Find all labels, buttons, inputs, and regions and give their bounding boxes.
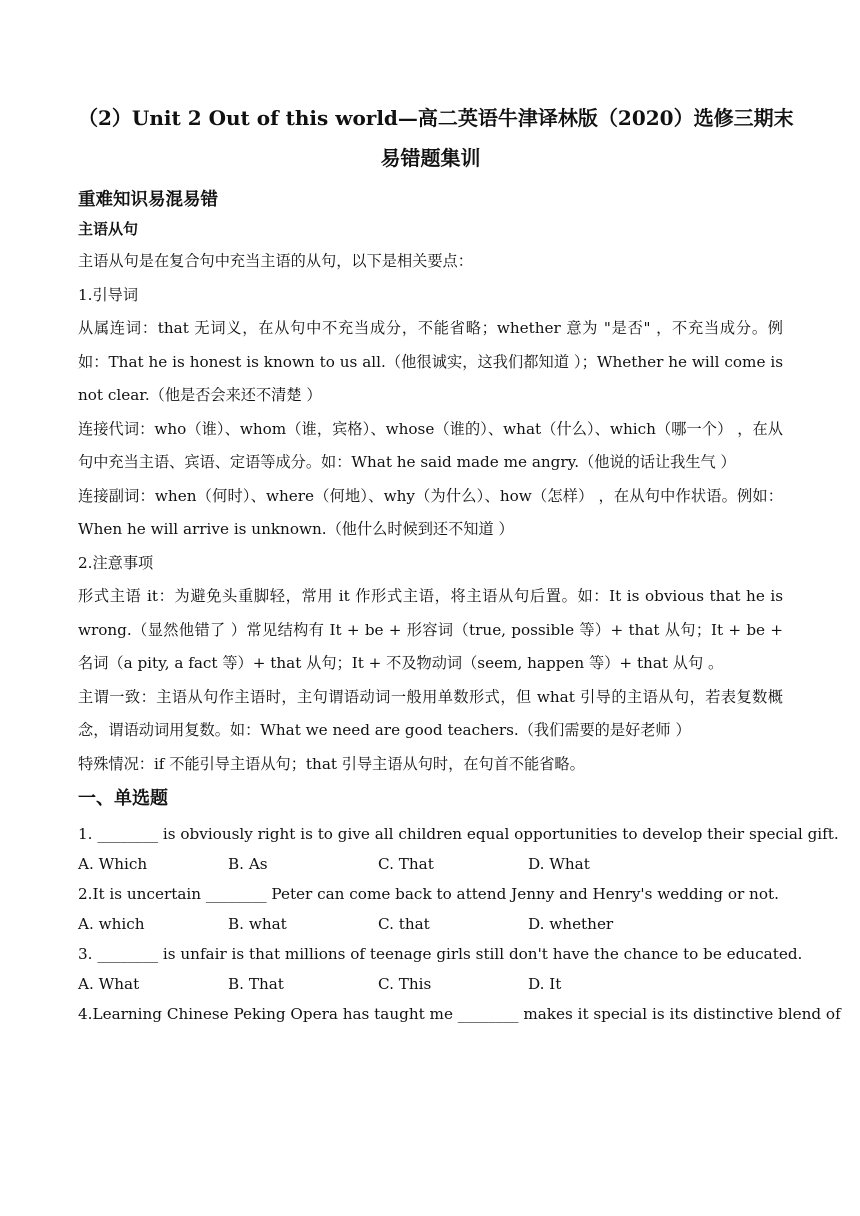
paragraph: 1.引导词 — [78, 285, 139, 304]
option-c: C. This — [378, 975, 432, 993]
question-stem: 2.It is uncertain ________ Peter can come back to attend Jenny and Henry's wedding or not. — [78, 885, 779, 903]
paragraph: 主语从句是在复合句中充当主语的从句，以下是相关要点： — [78, 252, 473, 270]
option-d: D. It — [528, 975, 562, 993]
option-a: A. What — [78, 975, 140, 993]
paragraph: 主谓一致：主语从句作主语时，主句谓语动词一般用单数形式，但 what 引导的主语从句，若表复数概念，谓语动词用复数。如：What we need are good teachers.（我们需要的是好老师 ） — [78, 687, 783, 739]
question-stem: 1. ________ is obviously right is to give all children equal opportunities to develop their special gift. — [78, 825, 839, 843]
paragraph: 2.注意事项 — [78, 553, 154, 572]
sub-heading: 主语从句 — [78, 220, 139, 238]
question-item — [78, 939, 803, 999]
option-d: D. What — [528, 855, 590, 873]
option-c: C. That — [378, 855, 434, 873]
paragraph: 从属连词：that 无词义，在从句中不充当成分，不能省略；whether 意为 "是否" ，不充当成分。例如：That he is honest is known to us all.（他很诚实，这我们都知道 ）；Whether he will come is not clear.（他是否会来还不清楚 ） — [78, 319, 783, 404]
paragraph: 连接副词：when（何时）、where（何地）、why（为什么）、how（怎样） ，在从句中作状语。例如：When he will arrive is unknown.（他什么时候到还不知道 ） — [78, 486, 783, 538]
title-line-2: 易错题集训 — [380, 146, 481, 170]
option-c: C. that — [378, 915, 430, 933]
question-options — [78, 969, 783, 999]
knowledge-body — [78, 245, 783, 781]
option-b: B. As — [228, 855, 268, 873]
option-a: A. Which — [78, 855, 148, 873]
question-item — [78, 879, 783, 939]
question-stem: 4.Learning Chinese Peking Opera has taught me ________ makes it special is its distinctive blend of — [78, 1005, 841, 1023]
option-b: B. That — [228, 975, 284, 993]
option-a: A. which — [78, 915, 145, 933]
paragraph: 形式主语 it：为避免头重脚轻，常用 it 作形式主语，将主语从句后置。如：It is obvious that he is wrong.（显然他错了 ）常见结构有 It + be + 形容词（true, possible 等）+ that 从句；It + be + 名词（a pity, a fact 等）+ that 从句；It + 不及物动词（seem, happen 等）+ that 从句 。 — [78, 587, 783, 672]
question-item — [78, 819, 839, 879]
question-item — [78, 999, 841, 1029]
section-heading: 重难知识易混易错 — [78, 190, 218, 210]
question-options — [78, 849, 783, 879]
question-stem: 3. ________ is unfair is that millions of teenage girls still don't have the chance to be educated. — [78, 945, 803, 963]
title-line-1: （2）Unit 2 Out of this world—高二英语牛津译林版（2020）选修三期末 — [78, 106, 794, 130]
question-list — [78, 819, 841, 1029]
document-title — [78, 98, 794, 178]
exercise-heading: 一、单选题 — [78, 788, 168, 809]
option-b: B. what — [228, 915, 287, 933]
paragraph: 连接代词：who（谁）、whom（谁，宾格）、whose（谁的）、what（什么）、which（哪一个） ，在从句中充当主语、宾语、定语等成分。如：What he said made me angry.（他说的话让我生气 ） — [78, 419, 783, 471]
option-d: D. whether — [528, 915, 614, 933]
question-options — [78, 909, 783, 939]
paragraph: 特殊情况：if 不能引导主语从句；that 引导主语从句时，在句首不能省略。 — [78, 754, 585, 773]
